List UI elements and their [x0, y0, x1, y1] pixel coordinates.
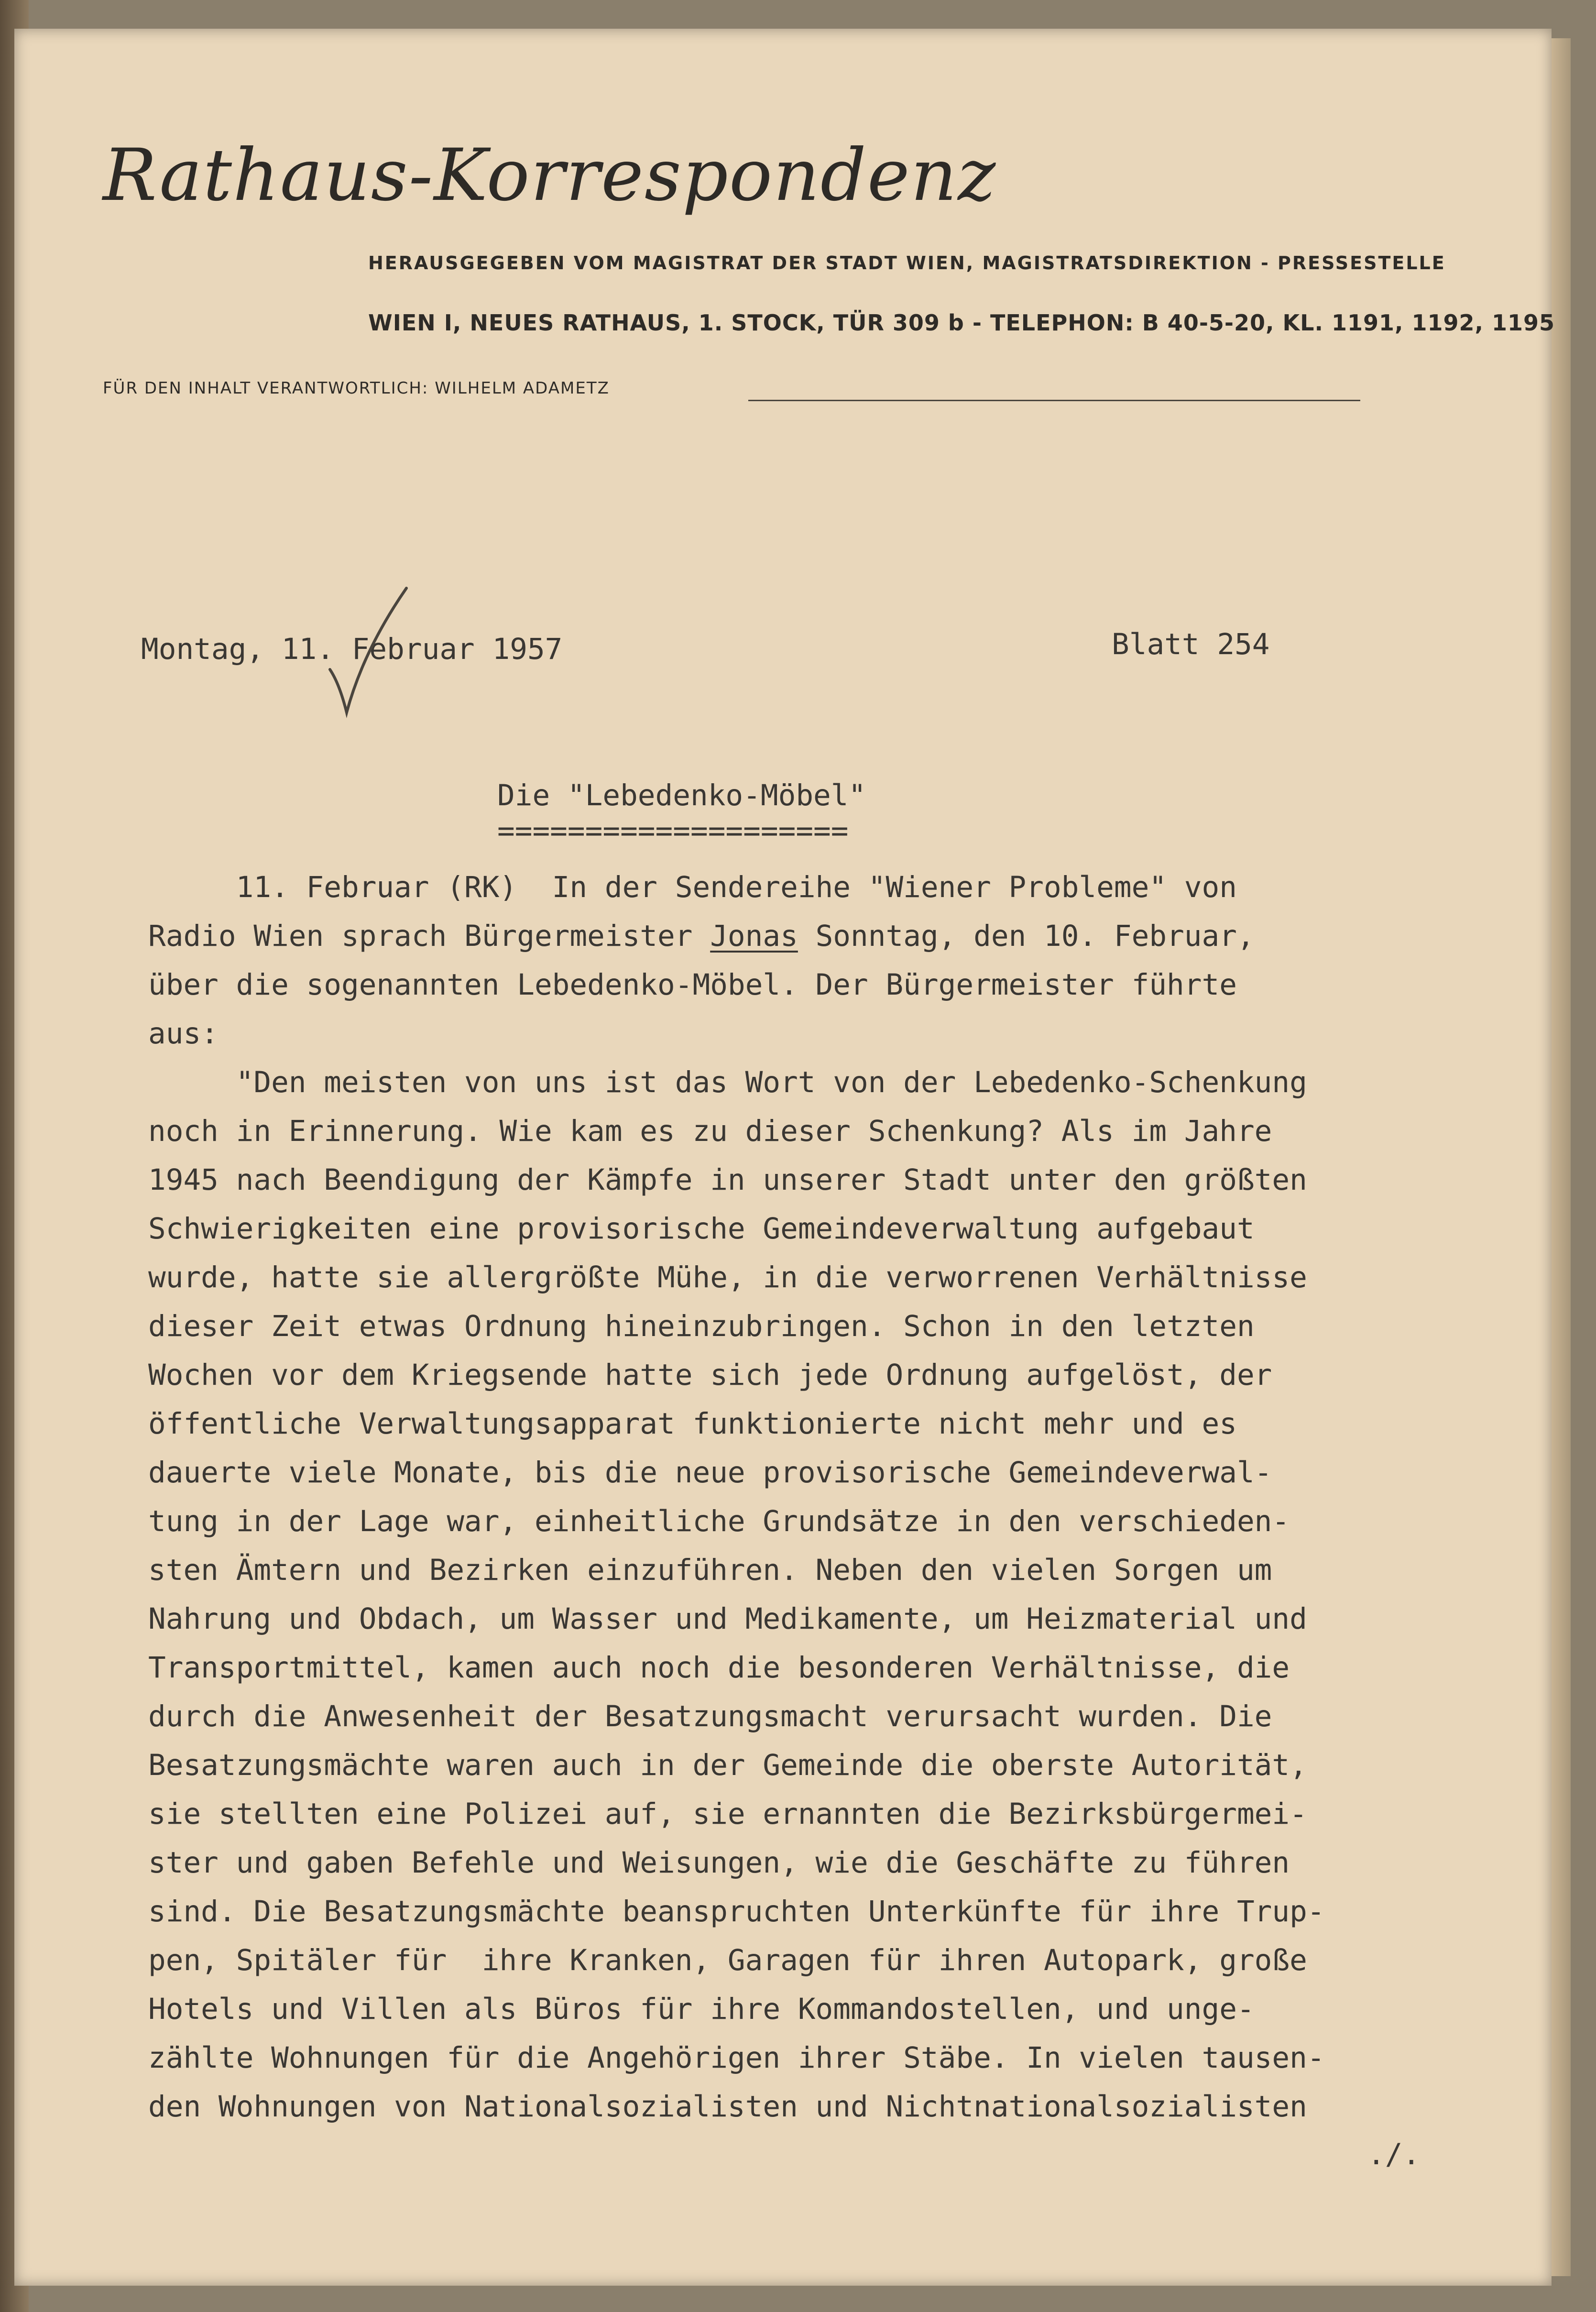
- body-line: durch die Anwesenheit der Besatzungsmacht verursacht wurden. Die: [148, 1699, 1272, 1733]
- publisher-line: HERAUSGEGEBEN VOM MAGISTRAT DER STADT WIEN, MAGISTRATSDIREKTION - PRESSESTELLE: [368, 252, 1446, 274]
- body-text: Sonntag, den 10. Februar,: [798, 919, 1255, 953]
- sheet-number: Blatt 254: [1112, 627, 1270, 661]
- issue-date: Montag, 11. Februar 1957: [141, 632, 563, 666]
- underlined-name: Jonas: [710, 919, 798, 953]
- body-line: Wochen vor dem Kriegsende hatte sich jede Ordnung aufgelöst, der: [148, 1358, 1272, 1392]
- masthead-title: Rathaus-Korrespondenz: [103, 134, 997, 217]
- header-rule: [748, 400, 1360, 401]
- body-line: dieser Zeit etwas Ordnung hineinzubringen. Schon in den letzten: [148, 1309, 1255, 1343]
- page-edge: [1552, 38, 1571, 2276]
- body-line: über die sogenannten Lebedenko-Möbel. Der Bürgermeister führte: [148, 968, 1237, 1002]
- body-line: Nahrung und Obdach, um Wasser und Medikamente, um Heizmaterial und: [148, 1602, 1307, 1636]
- body-line: 1945 nach Beendigung der Kämpfe in unserer Stadt unter den größten: [148, 1163, 1307, 1197]
- body-line: öffentliche Verwaltungsapparat funktionierte nicht mehr und es: [148, 1407, 1237, 1441]
- body-line: [148, 919, 1255, 953]
- body-line: "Den meisten von uns ist das Wort von der Lebedenko-Schenkung: [148, 1065, 1307, 1099]
- body-line: sie stellten eine Polizei auf, sie ernannten die Bezirksbürgermei-: [148, 1797, 1307, 1831]
- body-line: 11. Februar (RK) In der Sendereihe "Wiener Probleme" von: [148, 870, 1237, 904]
- continuation-mark: ./.: [1367, 2137, 1421, 2171]
- body-line: aus:: [148, 1017, 219, 1051]
- article-title-underline: ====================: [497, 814, 849, 848]
- body-line: noch in Erinnerung. Wie kam es zu dieser Schenkung? Als im Jahre: [148, 1114, 1272, 1148]
- document-page: [14, 29, 1555, 2286]
- body-line: pen, Spitäler für ihre Kranken, Garagen für ihren Autopark, große: [148, 1943, 1307, 1977]
- body-line: Hotels und Villen als Büros für ihre Kommandostellen, und unge-: [148, 1992, 1255, 2026]
- body-line: den Wohnungen von Nationalsozialisten und Nichtnationalsozialisten: [148, 2090, 1307, 2124]
- body-line: Transportmittel, kamen auch noch die besonderen Verhältnisse, die: [148, 1651, 1290, 1685]
- body-line: zählte Wohnungen für die Angehörigen ihrer Stäbe. In vielen tausen-: [148, 2041, 1325, 2075]
- body-line: ster und gaben Befehle und Weisungen, wie die Geschäfte zu führen: [148, 1846, 1290, 1880]
- responsible-editor-line: FÜR DEN INHALT VERANTWORTLICH: WILHELM ADAMETZ: [103, 379, 610, 398]
- body-line: wurde, hatte sie allergrößte Mühe, in die verworrenen Verhältnisse: [148, 1260, 1307, 1294]
- body-line: sind. Die Besatzungsmächte beanspruchten Unterkünfte für ihre Trup-: [148, 1895, 1325, 1928]
- body-line: Schwierigkeiten eine provisorische Gemeindeverwaltung aufgebaut: [148, 1212, 1255, 1246]
- body-line: tung in der Lage war, einheitliche Grundsätze in den verschieden-: [148, 1504, 1290, 1538]
- body-text: Radio Wien sprach Bürgermeister: [148, 919, 711, 953]
- body-line: sten Ämtern und Bezirken einzuführen. Neben den vielen Sorgen um: [148, 1553, 1272, 1587]
- body-line: Besatzungsmächte waren auch in der Gemeinde die oberste Autorität,: [148, 1748, 1307, 1782]
- address-line: WIEN I, NEUES RATHAUS, 1. STOCK, TÜR 309 b - TELEPHON: B 40-5-20, KL. 1191, 1192, 1195: [368, 310, 1555, 336]
- article-title: Die "Lebedenko-Möbel": [497, 778, 866, 812]
- body-line: dauerte viele Monate, bis die neue provisorische Gemeindeverwal-: [148, 1456, 1272, 1490]
- handwritten-checkmark-icon: [320, 583, 416, 722]
